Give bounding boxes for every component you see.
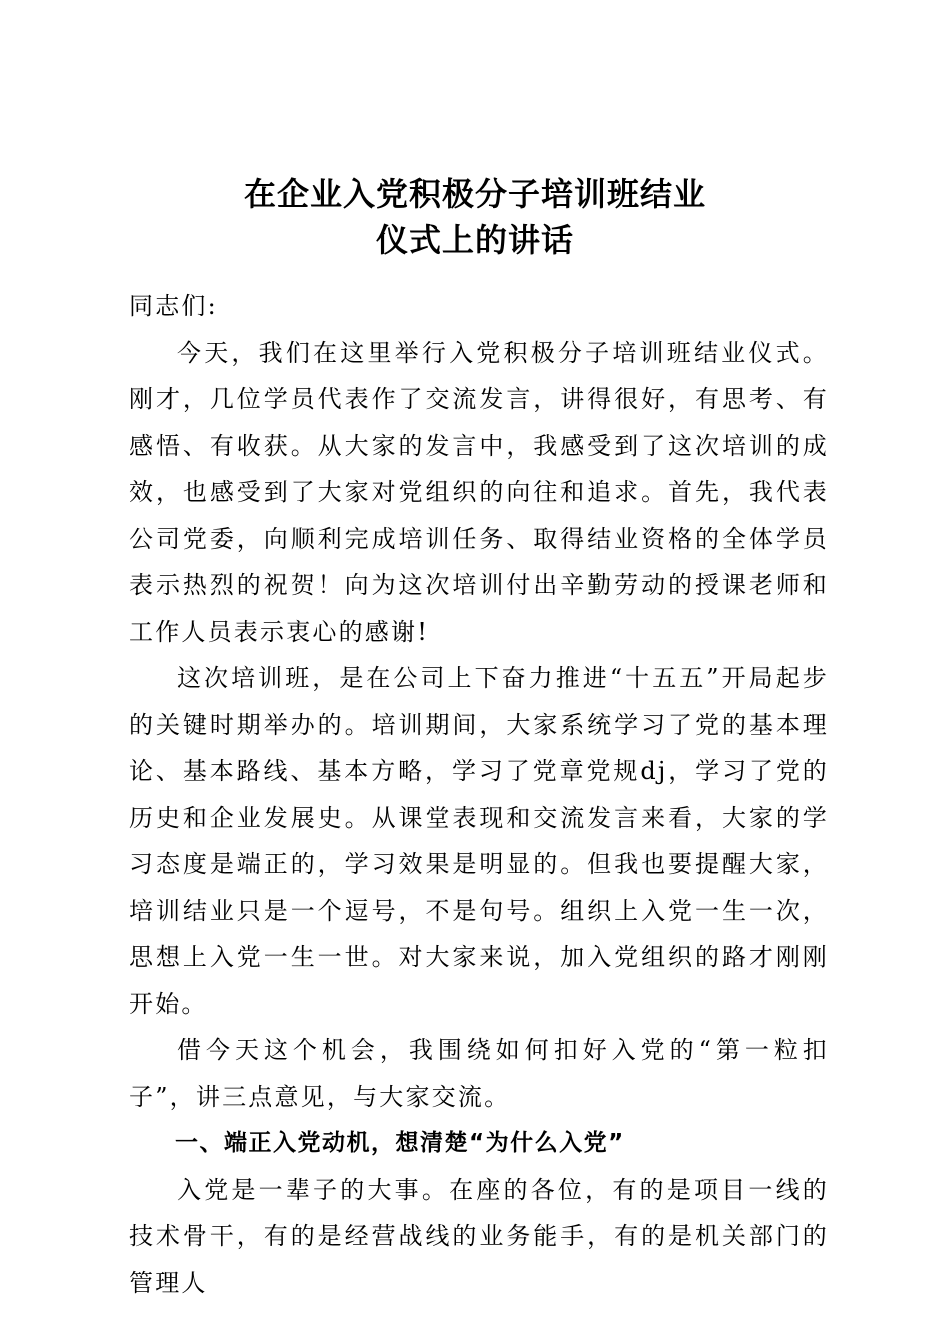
paragraph-transition: 借今天这个机会，我围绕如何扣好入党的“第一粒扣子”，讲三点意见，与大家交流。: [129, 1036, 829, 1111]
section-heading-1: 一、端正入党动机，想清楚“为什么入党”: [175, 1130, 625, 1156]
document-title-line-2: 仪式上的讲话: [375, 221, 574, 259]
paragraph-opening: 今天，我们在这里举行入党积极分子培训班结业仪式。刚才，几位学员代表作了交流发言，讲得很好，有思考、有感悟、有收获。从大家的发言中，我感受到了这次培训的成效，也感受到了大家对党组织的向往和追求。首先，我代表公司党委，向顺利完成培训任务、取得结业资格的全体学员表示热烈的祝贺！向为这次培训付出辛勤劳动的授课老师和工作人员表示衷心的感谢!: [129, 338, 829, 646]
salutation: 同志们:: [129, 292, 218, 320]
paragraph-section-1: 入党是一辈子的大事。在座的各位，有的是项目一线的技术骨干，有的是经营战线的业务能手，有的是机关部门的管理人: [129, 1175, 829, 1297]
paragraph-training-context: 这次培训班，是在公司上下奋力推进“十五五”开局起步的关键时期举办的。培训期间，大家系统学习了党的基本理论、基本路线、基本方略，学习了党章党规dj，学习了党的历史和企业发展史。从课堂表现和交流发言来看，大家的学习态度是端正的，学习效果是明显的。但我也要提醒大家，培训结业只是一个逗号，不是句号。组织上入党一生一次，思想上入党一生一世。对大家来说，加入党组织的路才刚刚开始。: [129, 664, 829, 1018]
document-body: [129, 283, 829, 1306]
document-title-line-1: 在企业入党积极分子培训班结业: [243, 175, 706, 213]
